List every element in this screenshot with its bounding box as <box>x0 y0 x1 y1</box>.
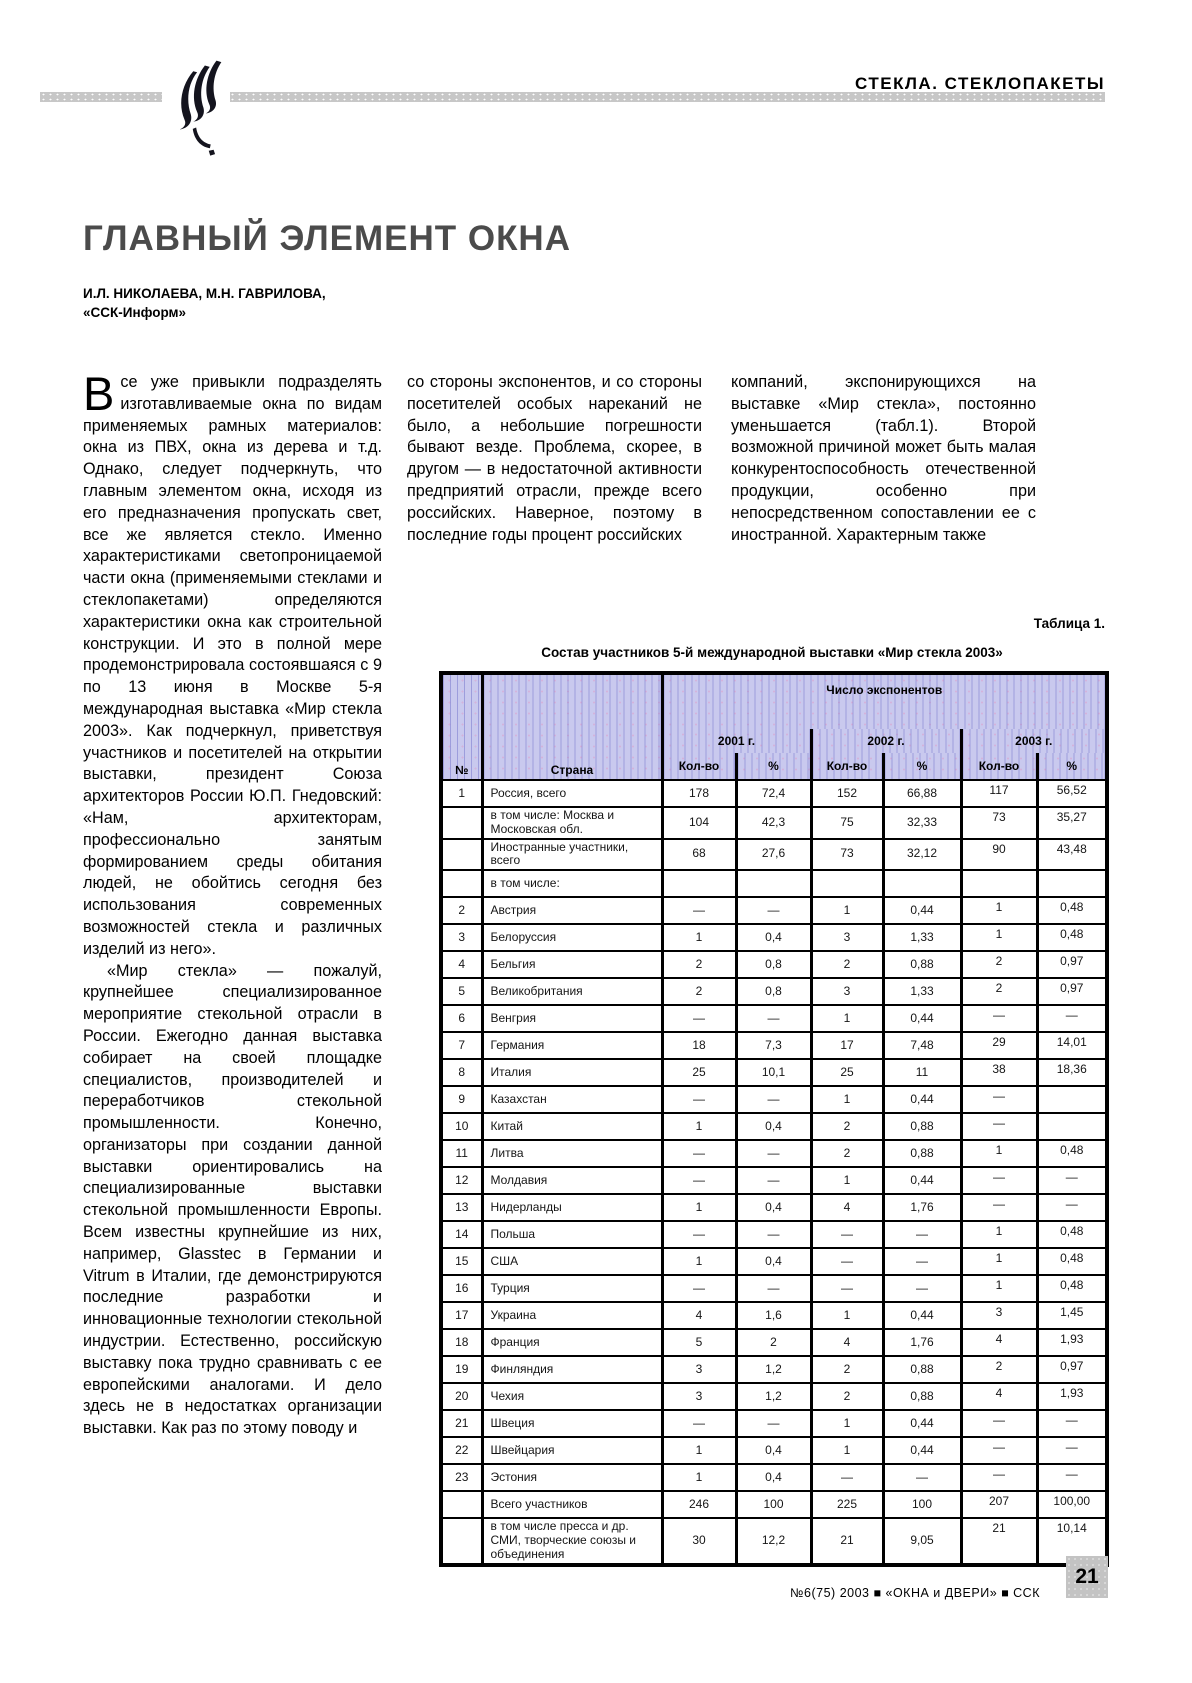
row-number-cell <box>441 1518 482 1564</box>
row-number-cell: 2 <box>441 897 482 924</box>
value-cell <box>961 870 1037 897</box>
country-cell: Турция <box>482 1275 662 1302</box>
value-cell: 0,88 <box>883 1113 961 1140</box>
country-cell: Чехия <box>482 1383 662 1410</box>
value-cell: — <box>1037 1464 1107 1491</box>
row-number-cell: 13 <box>441 1194 482 1221</box>
table-row <box>441 1059 1107 1086</box>
value-cell: — <box>662 1167 736 1194</box>
page-number-badge: 21 <box>1066 1556 1108 1598</box>
value-cell: 32,33 <box>883 807 961 839</box>
value-cell: 100,00 <box>1037 1491 1107 1518</box>
value-cell: — <box>961 1410 1037 1437</box>
value-cell: 14,01 <box>1037 1032 1107 1059</box>
table-row <box>441 780 1107 807</box>
row-number-cell: 21 <box>441 1410 482 1437</box>
value-cell: — <box>883 1275 961 1302</box>
row-number-cell: 9 <box>441 1086 482 1113</box>
country-cell: Всего участников <box>482 1491 662 1518</box>
value-cell: 0,97 <box>1037 978 1107 1005</box>
country-cell: Россия, всего <box>482 780 662 807</box>
row-number-cell <box>441 807 482 839</box>
value-cell: 1 <box>811 1086 883 1113</box>
value-cell: 1,45 <box>1037 1302 1107 1329</box>
row-number-cell: 12 <box>441 1167 482 1194</box>
country-cell: Молдавия <box>482 1167 662 1194</box>
value-cell: 2 <box>961 978 1037 1005</box>
value-cell: — <box>662 1410 736 1437</box>
row-number-cell: 5 <box>441 978 482 1005</box>
value-cell: 104 <box>662 807 736 839</box>
value-cell: 0,48 <box>1037 1140 1107 1167</box>
value-cell: — <box>1037 1005 1107 1032</box>
table-row <box>441 1356 1107 1383</box>
value-cell: 27,6 <box>736 839 811 871</box>
country-cell: Германия <box>482 1032 662 1059</box>
row-number-cell: 14 <box>441 1221 482 1248</box>
country-cell: Бельгия <box>482 951 662 978</box>
table-row <box>441 897 1107 924</box>
section-label: СТЕКЛА. СТЕКЛОПАКЕТЫ <box>855 74 1105 93</box>
value-cell <box>883 870 961 897</box>
value-cell: 0,48 <box>1037 1221 1107 1248</box>
row-number-cell: 6 <box>441 1005 482 1032</box>
col-header-count: Кол-во <box>961 753 1037 780</box>
row-number-cell <box>441 870 482 897</box>
value-cell: — <box>961 1464 1037 1491</box>
value-cell: 0,88 <box>883 1383 961 1410</box>
row-number-cell: 15 <box>441 1248 482 1275</box>
col-header-year-2002: 2002 г. <box>811 729 961 753</box>
value-cell: 4 <box>961 1329 1037 1356</box>
col-header-year-2003: 2003 г. <box>961 729 1107 753</box>
value-cell: 18,36 <box>1037 1059 1107 1086</box>
value-cell: 0,44 <box>883 1005 961 1032</box>
value-cell: 3 <box>811 978 883 1005</box>
value-cell <box>736 870 811 897</box>
value-cell: 1 <box>662 1437 736 1464</box>
value-cell: 1 <box>662 1464 736 1491</box>
value-cell: 0,48 <box>1037 1248 1107 1275</box>
row-number-cell: 4 <box>441 951 482 978</box>
country-cell: Финляндия <box>482 1356 662 1383</box>
row-number-cell: 8 <box>441 1059 482 1086</box>
value-cell: 0,44 <box>883 1302 961 1329</box>
value-cell: 2 <box>811 1356 883 1383</box>
value-cell: 1 <box>961 1140 1037 1167</box>
value-cell: 0,44 <box>883 1437 961 1464</box>
value-cell: — <box>1037 1194 1107 1221</box>
table-row <box>441 1167 1107 1194</box>
paragraph: «Мир стекла» — пожалуй, крупнейшее специализированное мероприятие стекольной отрасли в России. Ежегодно данная выставка собирает на своей площадке специалистов, производителей и переработчиков стекольной промышленности. Конечно, организаторы при создании данной выставки ориентировались на специализированные выставки стекольной промышленности Европы. Всем известны крупнейшие из них, например, Glasstec в Германии и Vitrum в Италии, где демонстрируются последние разработки и инновационные технологии стекольной индустрии. Естественно, российскую выставку пока трудно сравнивать с ее европейскими аналогами. И дело здесь не в недостатках организации выставки. Как раз по этому поводу и <box>83 961 382 1438</box>
value-cell: 2 <box>811 1140 883 1167</box>
table-label: Таблица 1. <box>1033 616 1105 631</box>
table-row <box>441 1491 1107 1518</box>
value-cell: 10,14 <box>1037 1518 1107 1564</box>
value-cell: 30 <box>662 1518 736 1564</box>
country-cell: в том числе: Москва и Московская обл. <box>482 807 662 839</box>
value-cell: — <box>961 1113 1037 1140</box>
value-cell: 246 <box>662 1491 736 1518</box>
row-number-cell: 3 <box>441 924 482 951</box>
country-cell: США <box>482 1248 662 1275</box>
value-cell: 2 <box>736 1329 811 1356</box>
country-cell: Венгрия <box>482 1005 662 1032</box>
value-cell: 1,93 <box>1037 1383 1107 1410</box>
value-cell: 7,48 <box>883 1032 961 1059</box>
value-cell: 0,44 <box>883 897 961 924</box>
value-cell: 117 <box>961 780 1037 807</box>
country-cell: Эстония <box>482 1464 662 1491</box>
country-cell: Австрия <box>482 897 662 924</box>
value-cell: 1,76 <box>883 1329 961 1356</box>
row-number-cell: 16 <box>441 1275 482 1302</box>
value-cell: — <box>1037 1167 1107 1194</box>
header-row-group <box>441 673 1107 729</box>
table-row <box>441 1194 1107 1221</box>
table-row <box>441 1464 1107 1491</box>
drop-cap: В <box>83 367 115 420</box>
value-cell: 3 <box>961 1302 1037 1329</box>
value-cell: 29 <box>961 1032 1037 1059</box>
col-header-exponents-group: Число экспонентов <box>662 673 1107 729</box>
value-cell: 0,4 <box>736 1113 811 1140</box>
value-cell: — <box>961 1005 1037 1032</box>
value-cell: 3 <box>811 924 883 951</box>
value-cell: — <box>736 897 811 924</box>
value-cell: — <box>811 1248 883 1275</box>
value-cell: 7,3 <box>736 1032 811 1059</box>
value-cell: — <box>883 1464 961 1491</box>
publisher-logo-icon <box>170 56 232 166</box>
table-row <box>441 1248 1107 1275</box>
value-cell: 1 <box>811 1302 883 1329</box>
value-cell: 2 <box>811 1113 883 1140</box>
row-number-cell: 23 <box>441 1464 482 1491</box>
country-cell: в том числе: <box>482 870 662 897</box>
value-cell: 2 <box>811 1383 883 1410</box>
value-cell: 0,44 <box>883 1167 961 1194</box>
value-cell: — <box>811 1275 883 1302</box>
col-header-percent: % <box>736 753 811 780</box>
value-cell: 1 <box>662 1248 736 1275</box>
value-cell: 178 <box>662 780 736 807</box>
value-cell: 73 <box>811 839 883 871</box>
value-cell: 5 <box>662 1329 736 1356</box>
value-cell: 35,27 <box>1037 807 1107 839</box>
row-number-cell <box>441 839 482 871</box>
row-number-cell: 11 <box>441 1140 482 1167</box>
table-row <box>441 1518 1107 1564</box>
table-row <box>441 1140 1107 1167</box>
table-row <box>441 1302 1107 1329</box>
article-column-2 <box>407 372 702 546</box>
country-cell: Казахстан <box>482 1086 662 1113</box>
paragraph-text: се уже привыкли подразделять изготавливаемые окна по видам применяемых рамных материалов: окна из ПВХ, окна из дерева и т.д. Однако, следует подчеркнуть, что главным элементом окна, исходя из его предназначения пропускать свет, все же является стекло. Именно характеристиками светопроницаемой части окна (применяемыми стеклами и стеклопакетами) определяются характеристики окна как строительной конструкции. И это в полной мере продемонстрировала состоявшаяся с 9 по 13 июня в Москве 5-я международная выставка «Мир стекла 2003». Как подчеркнул, приветствуя участников и посетителей на открытии выставки, президент Союза архитекторов России Ю.П. Гнедовский: «Нам, архитекторам, профессионально занятым формированием среды обитания людей, не обойтись сегодня без использования современных возможностей стекла и различных изделий из него». <box>83 373 382 958</box>
col-header-count: Кол-во <box>662 753 736 780</box>
value-cell: 4 <box>811 1329 883 1356</box>
value-cell: 43,48 <box>1037 839 1107 871</box>
col-header-percent: % <box>883 753 961 780</box>
value-cell <box>1037 1113 1107 1140</box>
value-cell: — <box>736 1410 811 1437</box>
value-cell: 42,3 <box>736 807 811 839</box>
footer-issue-line: №6(75) 2003 ■ «ОКНА и ДВЕРИ» ■ ССК <box>790 1586 1040 1600</box>
value-cell: 1 <box>662 1194 736 1221</box>
value-cell: 75 <box>811 807 883 839</box>
value-cell: 0,8 <box>736 978 811 1005</box>
value-cell: 225 <box>811 1491 883 1518</box>
value-cell: 0,4 <box>736 924 811 951</box>
value-cell: — <box>736 1167 811 1194</box>
authors-block <box>83 284 326 322</box>
value-cell: 0,88 <box>883 1356 961 1383</box>
authors-names: И.Л. НИКОЛАЕВА, М.Н. ГАВРИЛОВА, <box>83 286 326 301</box>
country-cell: Великобритания <box>482 978 662 1005</box>
value-cell: 3 <box>662 1383 736 1410</box>
country-cell: Франция <box>482 1329 662 1356</box>
value-cell: 9,05 <box>883 1518 961 1564</box>
value-cell: 0,44 <box>883 1410 961 1437</box>
value-cell: 0,48 <box>1037 1275 1107 1302</box>
value-cell: — <box>736 1086 811 1113</box>
table-row <box>441 1221 1107 1248</box>
value-cell: 1 <box>961 1248 1037 1275</box>
value-cell: 1,76 <box>883 1194 961 1221</box>
value-cell: — <box>961 1437 1037 1464</box>
value-cell: 0,88 <box>883 951 961 978</box>
value-cell: 1 <box>811 897 883 924</box>
value-cell: 66,88 <box>883 780 961 807</box>
row-number-cell: 10 <box>441 1113 482 1140</box>
value-cell: 18 <box>662 1032 736 1059</box>
country-cell: Польша <box>482 1221 662 1248</box>
value-cell: 56,52 <box>1037 780 1107 807</box>
value-cell: 12,2 <box>736 1518 811 1564</box>
value-cell: 38 <box>961 1059 1037 1086</box>
value-cell: 25 <box>662 1059 736 1086</box>
table-row <box>441 1032 1107 1059</box>
col-header-num: № <box>441 673 482 780</box>
table-row <box>441 1275 1107 1302</box>
country-cell: в том числе пресса и др. СМИ, творческие союзы и объединения <box>482 1518 662 1564</box>
value-cell: 25 <box>811 1059 883 1086</box>
value-cell: 11 <box>883 1059 961 1086</box>
value-cell: 17 <box>811 1032 883 1059</box>
value-cell: 2 <box>961 1356 1037 1383</box>
value-cell: 68 <box>662 839 736 871</box>
table-row <box>441 978 1107 1005</box>
value-cell: 1,6 <box>736 1302 811 1329</box>
value-cell: — <box>736 1275 811 1302</box>
value-cell: 0,97 <box>1037 951 1107 978</box>
value-cell: 1 <box>662 1113 736 1140</box>
value-cell: 1 <box>811 1437 883 1464</box>
value-cell: 0,48 <box>1037 924 1107 951</box>
value-cell: — <box>662 1005 736 1032</box>
row-number-cell <box>441 1491 482 1518</box>
value-cell: 21 <box>811 1518 883 1564</box>
participants-table-head <box>441 673 1107 780</box>
country-cell: Швеция <box>482 1410 662 1437</box>
value-cell: 1 <box>961 1275 1037 1302</box>
value-cell: — <box>736 1221 811 1248</box>
value-cell: 0,48 <box>1037 897 1107 924</box>
value-cell: 1,2 <box>736 1383 811 1410</box>
value-cell: 1 <box>961 1221 1037 1248</box>
row-number-cell: 18 <box>441 1329 482 1356</box>
value-cell: — <box>736 1005 811 1032</box>
value-cell: 0,97 <box>1037 1356 1107 1383</box>
table-row <box>441 1086 1107 1113</box>
col-header-count: Кол-во <box>811 753 883 780</box>
value-cell: 1,33 <box>883 924 961 951</box>
value-cell: 152 <box>811 780 883 807</box>
value-cell: — <box>883 1248 961 1275</box>
value-cell <box>1037 870 1107 897</box>
value-cell: 4 <box>811 1194 883 1221</box>
value-cell: 1 <box>662 924 736 951</box>
value-cell <box>1037 1086 1107 1113</box>
value-cell: — <box>961 1086 1037 1113</box>
value-cell: 2 <box>961 951 1037 978</box>
value-cell: 1 <box>811 1167 883 1194</box>
table-row <box>441 870 1107 897</box>
value-cell: 0,88 <box>883 1140 961 1167</box>
value-cell: 2 <box>662 951 736 978</box>
value-cell <box>811 870 883 897</box>
authors-affiliation: «ССК-Информ» <box>83 305 187 320</box>
article-column-1 <box>83 367 382 1440</box>
value-cell: 207 <box>961 1491 1037 1518</box>
value-cell: — <box>811 1464 883 1491</box>
value-cell: — <box>736 1140 811 1167</box>
table-row <box>441 924 1107 951</box>
country-cell: Швейцария <box>482 1437 662 1464</box>
row-number-cell: 20 <box>441 1383 482 1410</box>
value-cell: 4 <box>961 1383 1037 1410</box>
value-cell: — <box>662 1140 736 1167</box>
row-number-cell: 7 <box>441 1032 482 1059</box>
country-cell: Иностранные участники, всего <box>482 839 662 871</box>
country-cell: Нидерланды <box>482 1194 662 1221</box>
country-cell: Белоруссия <box>482 924 662 951</box>
col-header-country: Страна <box>482 673 662 780</box>
table-row <box>441 807 1107 839</box>
value-cell: — <box>961 1194 1037 1221</box>
value-cell: 0,4 <box>736 1194 811 1221</box>
row-number-cell: 22 <box>441 1437 482 1464</box>
value-cell: 32,12 <box>883 839 961 871</box>
value-cell: — <box>1037 1437 1107 1464</box>
value-cell: 100 <box>883 1491 961 1518</box>
table-row <box>441 1410 1107 1437</box>
value-cell: — <box>883 1221 961 1248</box>
value-cell: 1 <box>811 1005 883 1032</box>
participants-table-body <box>441 780 1107 1565</box>
table-row <box>441 839 1107 871</box>
table-row <box>441 1437 1107 1464</box>
value-cell: 1 <box>961 924 1037 951</box>
value-cell: 0,4 <box>736 1464 811 1491</box>
page-title: ГЛАВНЫЙ ЭЛЕМЕНТ ОКНА <box>83 219 571 259</box>
value-cell: — <box>662 1275 736 1302</box>
value-cell: 73 <box>961 807 1037 839</box>
value-cell: — <box>662 1086 736 1113</box>
value-cell: 1 <box>961 897 1037 924</box>
value-cell: 4 <box>662 1302 736 1329</box>
value-cell: 0,44 <box>883 1086 961 1113</box>
value-cell: 90 <box>961 839 1037 871</box>
col-header-percent: % <box>1037 753 1107 780</box>
participants-table <box>439 671 1109 1567</box>
paragraph: со стороны экспонентов, и со стороны посетителей особых нареканий не было, а небольшие погрешности бывают везде. Проблема, скорее, в другом — в недостаточной активности предприятий отрасли, прежде всего российских. Наверное, поэтому в последние годы процент российских <box>407 373 702 544</box>
country-cell: Китай <box>482 1113 662 1140</box>
value-cell: 2 <box>662 978 736 1005</box>
value-cell: 0,4 <box>736 1248 811 1275</box>
value-cell <box>662 870 736 897</box>
table-row <box>441 951 1107 978</box>
paragraph <box>83 367 382 961</box>
country-cell: Украина <box>482 1302 662 1329</box>
table-caption: Состав участников 5-й международной выставки «Мир стекла 2003» <box>541 645 1003 660</box>
value-cell: 21 <box>961 1518 1037 1564</box>
country-cell: Литва <box>482 1140 662 1167</box>
row-number-cell: 19 <box>441 1356 482 1383</box>
value-cell: 0,4 <box>736 1437 811 1464</box>
value-cell: 1,33 <box>883 978 961 1005</box>
value-cell: — <box>662 897 736 924</box>
value-cell: — <box>961 1167 1037 1194</box>
value-cell: 100 <box>736 1491 811 1518</box>
table-row <box>441 1005 1107 1032</box>
value-cell: — <box>1037 1410 1107 1437</box>
value-cell: 1 <box>811 1410 883 1437</box>
table-row <box>441 1383 1107 1410</box>
value-cell: 72,4 <box>736 780 811 807</box>
value-cell: 1,2 <box>736 1356 811 1383</box>
col-header-year-2001: 2001 г. <box>662 729 811 753</box>
value-cell: — <box>662 1221 736 1248</box>
value-cell: 3 <box>662 1356 736 1383</box>
value-cell: — <box>811 1221 883 1248</box>
article-column-3 <box>731 372 1036 546</box>
row-number-cell: 1 <box>441 780 482 807</box>
country-cell: Италия <box>482 1059 662 1086</box>
paragraph: компаний, экспонирующихся на выставке «Мир стекла», постоянно уменьшается (табл.1). Второй возможной причиной может быть малая конкурентоспособность отечественной продукции, особенно при непосредственном сопоставлении ее с иностранной. Характерным также <box>731 373 1036 544</box>
table-row <box>441 1113 1107 1140</box>
value-cell: 10,1 <box>736 1059 811 1086</box>
row-number-cell: 17 <box>441 1302 482 1329</box>
value-cell: 2 <box>811 951 883 978</box>
value-cell: 1,93 <box>1037 1329 1107 1356</box>
value-cell: 0,8 <box>736 951 811 978</box>
table-row <box>441 1329 1107 1356</box>
